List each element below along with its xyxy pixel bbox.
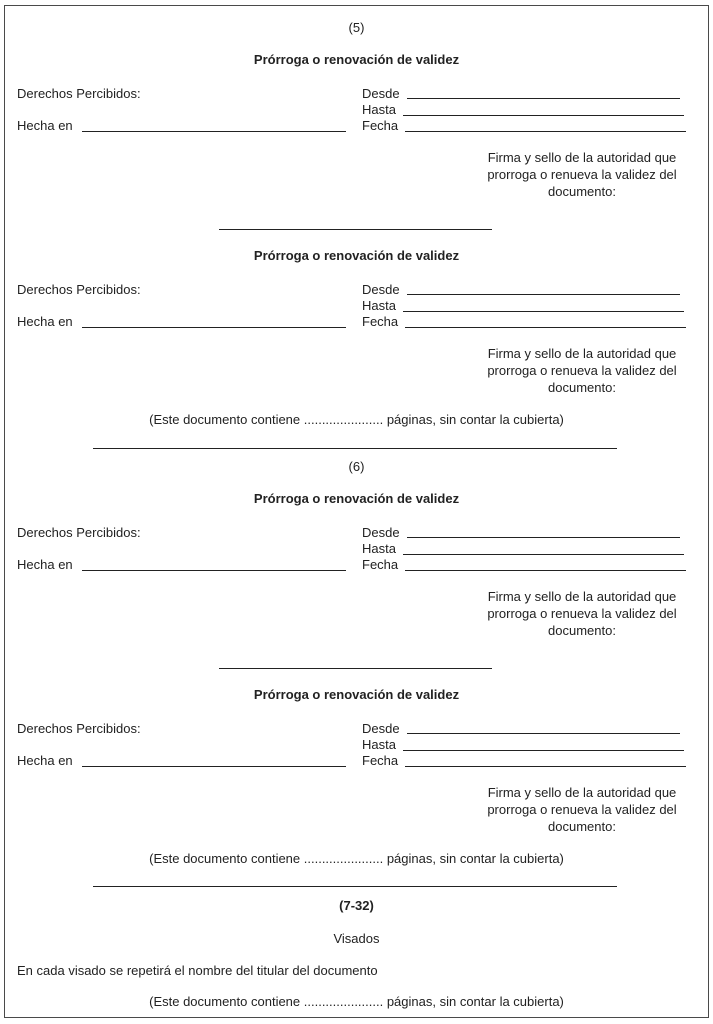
block4-signature-caption [466,784,698,835]
signature-line-3: documento: [548,819,616,834]
block2-fees-label: Derechos Percibidos: [17,282,141,297]
section-number-5: (5) [348,20,365,35]
block1-until-label: Hasta [362,102,396,117]
block1-signature-line [219,229,492,230]
block4-fees-label: Derechos Percibidos: [17,721,141,736]
block1-made-in-label: Hecha en [17,118,73,133]
block1-signature-caption [466,149,698,200]
block1-from-line[interactable] [407,98,680,99]
block3-date-line[interactable] [405,570,686,571]
block4-until-line[interactable] [403,750,684,751]
signature-line-1: Firma y sello de la autoridad que [487,785,677,800]
signature-line-3: documento: [548,184,616,199]
block4-title: Prórroga o renovación de validez [253,687,460,702]
signature-line-1: Firma y sello de la autoridad que [487,589,677,604]
block1-until-line[interactable] [403,115,684,116]
signature-line-1: Firma y sello de la autoridad que [487,346,677,361]
block2-signature-caption [466,345,698,396]
block3-from-line[interactable] [407,537,680,538]
block2-made-in-line[interactable] [82,327,346,328]
block2-until-line[interactable] [403,311,684,312]
block1-date-label: Fecha [362,118,399,133]
block1-from-label: Desde [362,86,400,101]
signature-line-2: prorroga o renueva la validez del [487,167,677,182]
block2-date-label: Fecha [362,314,399,329]
block3-fees-label: Derechos Percibidos: [17,525,141,540]
block2-from-line[interactable] [407,294,680,295]
block3-signature-caption [466,588,698,639]
signature-line-1: Firma y sello de la autoridad que [487,150,677,165]
visas-note: En cada visado se repetirá el nombre del titular del documento [17,963,378,978]
block4-made-in-label: Hecha en [17,753,73,768]
block3-date-label: Fecha [362,557,399,572]
pages-note-2: (Este documento contiene ...................... páginas, sin contar la cubierta) [149,851,564,866]
block2-made-in-label: Hecha en [17,314,73,329]
block1-date-line[interactable] [405,131,686,132]
signature-line-3: documento: [548,623,616,638]
signature-line-3: documento: [548,380,616,395]
block2-title: Prórroga o renovación de validez [253,248,460,263]
section-number-7-32: (7-32) [339,898,374,913]
block3-made-in-line[interactable] [82,570,346,571]
signature-line-2: prorroga o renueva la validez del [487,802,677,817]
section-divider-1 [93,448,617,449]
block4-date-line[interactable] [405,766,686,767]
section-divider-2 [93,886,617,887]
signature-line-2: prorroga o renueva la validez del [487,606,677,621]
block2-until-label: Hasta [362,298,396,313]
block3-from-label: Desde [362,525,400,540]
block3-title: Prórroga o renovación de validez [253,491,460,506]
block4-made-in-line[interactable] [82,766,346,767]
block1-fees-label: Derechos Percibidos: [17,86,141,101]
pages-note-1: (Este documento contiene ...................... páginas, sin contar la cubierta) [149,412,564,427]
block3-made-in-label: Hecha en [17,557,73,572]
block3-signature-line [219,668,492,669]
block3-until-line[interactable] [403,554,684,555]
block2-from-label: Desde [362,282,400,297]
pages-note-3: (Este documento contiene ...................... páginas, sin contar la cubierta) [149,994,564,1009]
block4-from-line[interactable] [407,733,680,734]
block1-title: Prórroga o renovación de validez [253,52,460,67]
signature-line-2: prorroga o renueva la validez del [487,363,677,378]
block3-until-label: Hasta [362,541,396,556]
block2-date-line[interactable] [405,327,686,328]
block4-until-label: Hasta [362,737,396,752]
block4-date-label: Fecha [362,753,399,768]
section-number-6: (6) [348,459,365,474]
block1-made-in-line[interactable] [82,131,346,132]
visas-title: Visados [333,931,380,946]
block4-from-label: Desde [362,721,400,736]
